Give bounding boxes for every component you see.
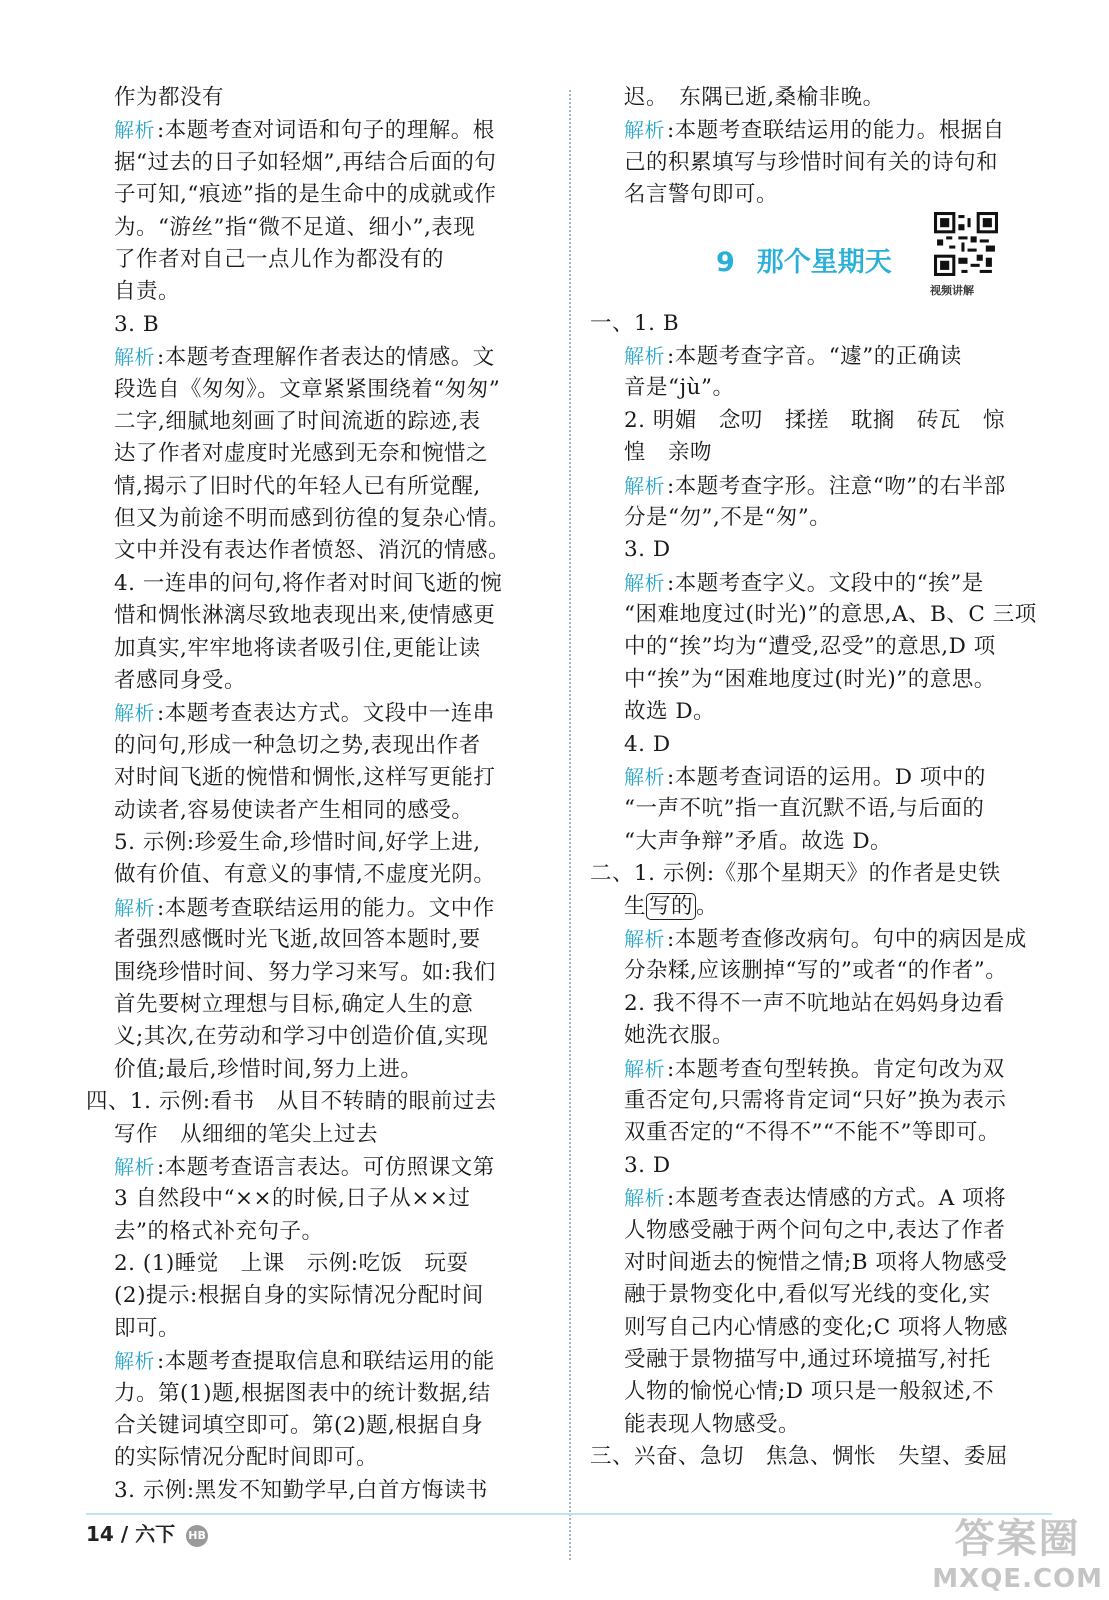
answer-line xyxy=(86,1151,548,1183)
answer-line xyxy=(86,212,548,244)
answer-text: 受融于景物描写中,通过环境描写,衬托 xyxy=(624,1347,991,1373)
answer-line xyxy=(590,114,1052,146)
answer-text: 分是“勿”,不是“匆”。 xyxy=(624,504,832,530)
watermark-logo: 答案圈 xyxy=(954,1516,1081,1562)
answer-text: 惶 亲吻 xyxy=(624,440,713,466)
answer-text: 她洗衣服。 xyxy=(624,1023,735,1049)
column-divider xyxy=(569,90,571,1560)
answer-text: 二字,细腻地刻画了时间流逝的踪迹,表 xyxy=(114,408,481,434)
answer-line xyxy=(86,600,548,632)
answer-line xyxy=(86,1119,548,1151)
answer-line xyxy=(86,568,548,600)
answer-line xyxy=(590,1150,1052,1182)
answer-line xyxy=(590,696,1052,728)
answer-line xyxy=(86,374,548,406)
answer-text: 3. D xyxy=(624,537,671,563)
answer-line xyxy=(86,1475,548,1507)
answer-text: 3. B xyxy=(114,311,160,337)
answer-line xyxy=(590,631,1052,663)
qr-code-icon[interactable] xyxy=(934,212,998,276)
answer-text: 但又为前途不明而感到彷徨的复杂心情。 xyxy=(114,506,511,532)
answer-text: 3 自然段中“××的时候,日子从××过 xyxy=(114,1186,471,1212)
footer-rule xyxy=(86,1513,1052,1515)
answer-text: 围绕珍惜时间、努力学习来写。如:我们 xyxy=(114,959,496,985)
answer-line xyxy=(86,179,548,211)
answer-text: :本题考查联结运用的能力。文中作 xyxy=(157,895,495,921)
answer-text: 一、1. B xyxy=(590,310,680,336)
answer-line xyxy=(86,1054,548,1086)
answer-text: 加真实,牢牢地将读者吸引住,更能让读 xyxy=(114,635,481,661)
answer-text: 二、1. 示例:《那个星期天》的作者是史铁 xyxy=(590,861,1001,887)
answer-text: “一声不吭”指一直沉默不语,与后面的 xyxy=(624,796,985,822)
answer-text: 三、兴奋、急切 焦急、惆怅 失望、委屈 xyxy=(590,1444,1009,1470)
analysis-tag: 解析 xyxy=(114,118,155,143)
answer-line xyxy=(590,1215,1052,1247)
answer-text: 故选 D。 xyxy=(624,699,716,725)
right-top-lines xyxy=(590,82,1052,212)
answer-line xyxy=(86,82,548,114)
answer-line xyxy=(590,664,1052,696)
answer-text: 者强烈感慨时光飞逝,故回答本题时,要 xyxy=(114,927,481,953)
analysis-tag: 解析 xyxy=(624,926,665,951)
answer-text: 分杂糅,应该删掉“写的”或者“的作者”。 xyxy=(624,958,1008,984)
answer-text: 中的“挨”均为“遭受,忍受”的意思,D 项 xyxy=(624,634,996,660)
answer-line xyxy=(590,1376,1052,1408)
analysis-tag: 解析 xyxy=(624,473,665,498)
answer-line xyxy=(590,1409,1052,1441)
right-column xyxy=(590,82,1052,1474)
answer-line xyxy=(590,858,1052,890)
answer-line xyxy=(86,1216,548,1248)
answer-line xyxy=(86,535,548,567)
boxed-correction-line xyxy=(590,891,1052,923)
answer-text: 动读者,容易使读者产生相同的感受。 xyxy=(114,797,474,823)
boxed-post: 。 xyxy=(696,893,719,919)
answer-line xyxy=(590,988,1052,1020)
analysis-tag: 解析 xyxy=(624,765,665,790)
answer-line xyxy=(590,1182,1052,1214)
page-number: 14 xyxy=(86,1522,114,1546)
answer-text: 的问句,形成一种急切之势,表现出作者 xyxy=(114,732,481,758)
answer-line xyxy=(590,1053,1052,1085)
answer-text: 融于景物变化中,看似写光线的变化,实 xyxy=(624,1282,991,1308)
analysis-tag: 解析 xyxy=(624,1186,665,1211)
answer-text: 力。第(1)题,根据图表中的统计数据,结 xyxy=(114,1380,491,1406)
answer-line xyxy=(86,147,548,179)
lesson-heading xyxy=(716,240,892,279)
grade-label: 六下 xyxy=(135,1522,176,1546)
answer-line xyxy=(86,503,548,535)
answer-line xyxy=(590,1020,1052,1052)
answer-line xyxy=(86,1086,548,1118)
answer-line xyxy=(590,1441,1052,1473)
answer-text: 去”的格式补充句子。 xyxy=(114,1218,324,1244)
answer-text: 双重否定的“不得不”“不能不”等即可。 xyxy=(624,1120,1000,1146)
answer-text: 者感同身受。 xyxy=(114,668,247,694)
answer-text: :本题考查提取信息和联结运用的能 xyxy=(157,1349,495,1375)
answer-text: 为。“游丝”指“微不足道、细小”,表现 xyxy=(114,214,476,240)
answer-text: 作为都没有 xyxy=(114,85,225,110)
boxed-pre: 生 xyxy=(624,893,647,919)
answer-line xyxy=(590,470,1052,502)
answer-text: :本题考查字义。文段中的“挨”是 xyxy=(667,570,984,596)
answer-line xyxy=(86,1345,548,1377)
answer-line xyxy=(590,729,1052,761)
answer-text: 四、1. 示例:看书 从目不转睛的眼前过去 xyxy=(86,1089,497,1115)
answer-line xyxy=(86,697,548,729)
answer-line xyxy=(590,1344,1052,1376)
answer-text: :本题考查联结运用的能力。根据自 xyxy=(667,118,1005,144)
answer-line xyxy=(86,341,548,373)
answer-text: 对时间飞逝的惋惜和惆怅,这样写更能打 xyxy=(114,765,496,791)
answer-text: 人物的愉悦心情;D 项只是一般叙述,不 xyxy=(624,1379,995,1405)
footer-separator: / xyxy=(120,1522,129,1546)
answer-line xyxy=(590,1085,1052,1117)
answer-text: (2)提示:根据自身的实际情况分配时间 xyxy=(114,1283,484,1309)
answer-line xyxy=(590,372,1052,404)
answer-text: 4. D xyxy=(624,731,671,757)
answer-text: 迟。 东隅已逝,桑榆非晚。 xyxy=(624,85,885,110)
answer-line xyxy=(86,989,548,1021)
answer-text: 名言警句即可。 xyxy=(624,182,779,208)
answer-line xyxy=(86,633,548,665)
answer-line xyxy=(86,859,548,891)
answer-line xyxy=(590,955,1052,987)
analysis-tag: 解析 xyxy=(624,118,665,143)
answer-line xyxy=(590,340,1052,372)
answer-text: 文中并没有表达作者愤怒、消沉的情感。 xyxy=(114,538,511,564)
answer-text: :本题考查表达方式。文段中一连串 xyxy=(157,701,495,727)
watermark xyxy=(932,1507,1103,1594)
lesson-heading-row xyxy=(590,212,1052,308)
answer-text: :本题考查字音。“遽”的正确读 xyxy=(667,343,962,369)
answer-line xyxy=(590,923,1052,955)
answer-line xyxy=(86,1021,548,1053)
answer-line xyxy=(86,957,548,989)
answer-line xyxy=(86,1378,548,1410)
answer-text: 义;其次,在劳动和学习中创造价值,实现 xyxy=(114,1024,489,1050)
answer-line xyxy=(86,1280,548,1312)
answer-line xyxy=(590,793,1052,825)
answer-text: 情,揭示了旧时代的年轻人已有所觉醒, xyxy=(114,473,481,499)
answer-text: 写作 从细细的笔尖上过去 xyxy=(114,1121,379,1147)
answer-line xyxy=(590,1247,1052,1279)
page-footer xyxy=(86,1518,208,1547)
answer-line xyxy=(86,114,548,146)
answer-line xyxy=(86,1183,548,1215)
answer-text: 首先要树立理想与目标,确定人生的意 xyxy=(114,991,474,1017)
answer-text: 自责。 xyxy=(114,279,181,305)
answer-text: 合关键词填空即可。第(2)题,根据自身 xyxy=(114,1413,484,1439)
answer-text: :本题考查字形。注意“吻”的右半部 xyxy=(667,473,1006,499)
analysis-tag: 解析 xyxy=(114,701,155,726)
answer-text: 子可知,“痕迹”指的是生命中的成就或作 xyxy=(114,182,497,208)
answer-text: 的实际情况分配时间即可。 xyxy=(114,1445,379,1471)
answer-line xyxy=(86,1313,548,1345)
answer-line xyxy=(86,1248,548,1280)
answer-line xyxy=(86,827,548,859)
answer-line xyxy=(590,826,1052,858)
answer-line xyxy=(86,1410,548,1442)
answer-line xyxy=(86,471,548,503)
answer-text: 了作者对自己一点儿作为都没有的 xyxy=(114,246,445,272)
answer-line xyxy=(590,567,1052,599)
answer-line xyxy=(590,179,1052,211)
analysis-tag: 解析 xyxy=(114,1154,155,1179)
answer-line xyxy=(590,437,1052,469)
answer-line xyxy=(86,795,548,827)
watermark-url: MXQE.COM xyxy=(932,1564,1103,1594)
answer-text: 2. 我不得不一声不吭地站在妈妈身边看 xyxy=(624,990,1005,1016)
analysis-tag: 解析 xyxy=(114,345,155,370)
answer-text: 对时间逝去的惋惜之情;B 项将人物感受 xyxy=(624,1249,1008,1275)
answer-text: 5. 示例:珍爱生命,珍惜时间,好学上进, xyxy=(114,829,481,855)
answer-line xyxy=(86,276,548,308)
qr-label: 视频讲解 xyxy=(930,283,974,297)
answer-text: 2. 明媚 念叨 揉搓 耽搁 砖瓦 惊 xyxy=(624,407,1005,433)
answer-text: 则写自己内心情感的变化;C 项将人物感 xyxy=(624,1314,1009,1340)
answer-line xyxy=(86,406,548,438)
answer-text: 价值;最后,珍惜时间,努力上进。 xyxy=(114,1056,423,1082)
answer-text: 重否定句,只需将肯定词“只好”换为表示 xyxy=(624,1087,1007,1113)
answer-text: 2. (1)睡觉 上课 示例:吃饭 玩耍 xyxy=(114,1251,469,1277)
answer-line xyxy=(86,924,548,956)
edition-badge: HB xyxy=(186,1525,208,1547)
answer-line xyxy=(590,1117,1052,1149)
answer-line xyxy=(590,599,1052,631)
right-bottom-lines xyxy=(590,923,1052,1474)
analysis-tag: 解析 xyxy=(114,895,155,920)
answer-text: :本题考查修改病句。句中的病因是成 xyxy=(667,926,1027,952)
answer-text: 中“挨”为“困难地度过(时光)”的意思。 xyxy=(624,666,996,692)
answer-line xyxy=(86,730,548,762)
answer-line xyxy=(86,438,548,470)
boxed-word: 写的 xyxy=(646,893,696,920)
analysis-tag: 解析 xyxy=(624,343,665,368)
analysis-tag: 解析 xyxy=(624,1056,665,1081)
answer-line xyxy=(590,761,1052,793)
answer-text: :本题考查词语的运用。D 项中的 xyxy=(667,765,986,791)
answer-text: :本题考查理解作者表达的情感。文 xyxy=(157,345,495,371)
answer-line xyxy=(86,892,548,924)
answer-line xyxy=(590,82,1052,114)
answer-text: 3. 示例:黑发不知勤学早,白首方悔读书 xyxy=(114,1477,488,1503)
answer-line xyxy=(86,762,548,794)
answer-text: 人物感受融于两个问句之中,表达了作者 xyxy=(624,1217,1006,1243)
analysis-tag: 解析 xyxy=(114,1349,155,1374)
answer-line xyxy=(86,665,548,697)
left-column xyxy=(86,82,548,1507)
answer-text: :本题考查句型转换。肯定句改为双 xyxy=(667,1056,1005,1082)
answer-text: 能表现人物感受。 xyxy=(624,1411,801,1437)
lesson-title: 那个星期天 xyxy=(756,246,892,278)
answer-text: “大声争辩”矛盾。故选 D。 xyxy=(624,828,893,854)
answer-text: :本题考查对词语和句子的理解。根 xyxy=(157,118,495,144)
right-answer-lines xyxy=(590,308,1052,891)
answer-text: 音是“jù”。 xyxy=(624,375,735,401)
answer-line xyxy=(590,1279,1052,1311)
answer-text: 己的积累填写与珍惜时间有关的诗句和 xyxy=(624,149,999,175)
answer-line xyxy=(590,308,1052,340)
answer-line xyxy=(590,502,1052,534)
answer-text: “困难地度过(时光)”的意思,A、B、C 三项 xyxy=(624,602,1037,628)
answer-text: 即可。 xyxy=(114,1315,181,1341)
lesson-number: 9 xyxy=(716,246,735,278)
answer-text: 据“过去的日子如轻烟”,再结合后面的句 xyxy=(114,149,497,175)
answer-text: :本题考查语言表达。可仿照课文第 xyxy=(157,1154,495,1180)
answer-line xyxy=(590,405,1052,437)
answer-text: 4. 一连串的问句,将作者对时间飞逝的惋 xyxy=(114,570,503,596)
answer-text: 3. D xyxy=(624,1152,671,1178)
analysis-tag: 解析 xyxy=(624,570,665,595)
answer-text: 段选自《匆匆》。文章紧紧围绕着“匆匆” xyxy=(114,376,501,402)
answer-line xyxy=(590,147,1052,179)
answer-text: :本题考查表达情感的方式。A 项将 xyxy=(667,1186,1007,1212)
answer-line xyxy=(86,309,548,341)
answer-line xyxy=(86,1442,548,1474)
answer-text: 达了作者对虚度时光感到无奈和惋惜之 xyxy=(114,441,489,467)
answer-text: 做有价值、有意义的事情,不虚度光阴。 xyxy=(114,862,496,888)
answer-line xyxy=(590,1312,1052,1344)
answer-line xyxy=(86,244,548,276)
answer-line xyxy=(590,534,1052,566)
answer-text: 惜和惆怅淋漓尽致地表现出来,使情感更 xyxy=(114,603,496,629)
